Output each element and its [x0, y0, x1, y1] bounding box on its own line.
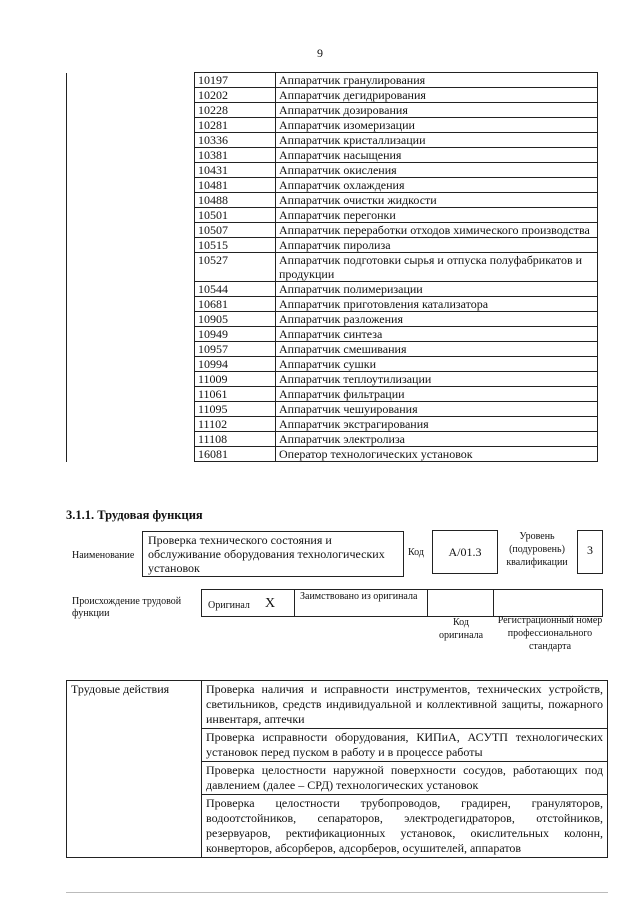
code-row [67, 73, 598, 88]
occupation-name: Аппаратчик сушки [276, 357, 598, 372]
origin-divider-1 [294, 589, 295, 617]
borrowed-label: Заимствовано из оригинала [300, 591, 418, 602]
code-row [67, 163, 598, 178]
occupation-code: 10381 [195, 148, 276, 163]
occupation-code: 11061 [195, 387, 276, 402]
occupation-code: 16081 [195, 447, 276, 462]
code-row [67, 312, 598, 327]
code-row [67, 193, 598, 208]
empty-cell [67, 357, 195, 372]
empty-cell [67, 297, 195, 312]
occupation-name: Аппаратчик разложения [276, 312, 598, 327]
empty-cell [67, 417, 195, 432]
occupation-name: Аппаратчик дегидрирования [276, 88, 598, 103]
occupation-name: Аппаратчик теплоутилизации [276, 372, 598, 387]
original-label: Оригинал [208, 600, 250, 611]
occupation-code: 10957 [195, 342, 276, 357]
section-title: 3.1.1. Трудовая функция [66, 508, 203, 522]
occupation-code: 10481 [195, 178, 276, 193]
code-label: Код [408, 547, 424, 558]
empty-cell [67, 372, 195, 387]
name-label: Наименование [72, 550, 135, 561]
function-code-box: A/01.3 [432, 530, 498, 574]
occupation-name: Аппаратчик фильтрации [276, 387, 598, 402]
empty-cell [67, 312, 195, 327]
empty-cell [67, 88, 195, 103]
occupation-code: 10336 [195, 133, 276, 148]
labor-actions-table [66, 680, 608, 858]
occupation-name: Аппаратчик перегонки [276, 208, 598, 223]
labor-action-item: Проверка целостности трубопроводов, градирен, грануляторов, водоотстойников, сепараторов, электродегидраторов, отстойников, резервуаров, ректификационных установок, окислительных колонн, конверторов, абсорберов, адсорберов, осушителей, аппаратов [202, 795, 608, 858]
code-row [67, 148, 598, 163]
occupation-code: 10228 [195, 103, 276, 118]
code-row [67, 297, 598, 312]
occupation-code: 10431 [195, 163, 276, 178]
occupation-code: 10527 [195, 253, 276, 282]
code-row [67, 133, 598, 148]
occupation-code: 11009 [195, 372, 276, 387]
code-row [67, 88, 598, 103]
occupation-code: 11095 [195, 402, 276, 417]
empty-cell [67, 118, 195, 133]
code-row [67, 342, 598, 357]
level-value-box: 3 [577, 530, 603, 574]
original-mark: X [265, 596, 276, 611]
level-label: Уровень (подуровень) квалификации [506, 531, 568, 568]
occupation-name: Аппаратчик окисления [276, 163, 598, 178]
empty-cell [67, 103, 195, 118]
empty-cell [67, 238, 195, 253]
labor-actions-header: Трудовые действия [67, 681, 202, 858]
empty-cell [67, 148, 195, 163]
occupation-code: 10681 [195, 297, 276, 312]
occupation-code: 10515 [195, 238, 276, 253]
occupation-name: Аппаратчик приготовления катализатора [276, 297, 598, 312]
empty-cell [67, 342, 195, 357]
occupation-code: 10197 [195, 73, 276, 88]
code-row [67, 357, 598, 372]
occupation-name: Аппаратчик охлаждения [276, 178, 598, 193]
empty-cell [67, 193, 195, 208]
occupation-name: Аппаратчик переработки отходов химического производства [276, 223, 598, 238]
occupation-code: 11102 [195, 417, 276, 432]
empty-cell [67, 178, 195, 193]
code-row [67, 208, 598, 223]
occupation-code: 10507 [195, 223, 276, 238]
labor-action-item: Проверка наличия и исправности инструментов, технических устройств, светильников, средств индивидуальной и коллективной защиты, пожарного инвентаря, аптечки [202, 681, 608, 729]
code-row [67, 372, 598, 387]
code-row [67, 223, 598, 238]
occupation-name: Аппаратчик дозирования [276, 103, 598, 118]
code-row [67, 238, 598, 253]
code-row [67, 118, 598, 133]
occupation-name: Аппаратчик полимеризации [276, 282, 598, 297]
empty-cell [67, 133, 195, 148]
origin-divider-2 [427, 589, 428, 617]
occupation-name: Аппаратчик кристаллизации [276, 133, 598, 148]
labor-action-item: Проверка целостности наружной поверхности сосудов, работающих под давлением (далее – СРД) технологических установок [202, 762, 608, 795]
occupation-code: 10905 [195, 312, 276, 327]
occupation-code: 10501 [195, 208, 276, 223]
occupation-code: 10544 [195, 282, 276, 297]
occupation-code: 10949 [195, 327, 276, 342]
occupation-name: Аппаратчик электролиза [276, 432, 598, 447]
occupation-name: Аппаратчик экстрагирования [276, 417, 598, 432]
occupation-code: 10281 [195, 118, 276, 133]
empty-cell [67, 223, 195, 238]
labor-action-item: Проверка исправности оборудования, КИПиА, АСУТП технологических установок перед пуском в работу и в процессе работы [202, 729, 608, 762]
occupation-name: Оператор технологических установок [276, 447, 598, 462]
empty-cell [67, 432, 195, 447]
code-caption: Код оригинала [438, 617, 484, 641]
empty-cell [67, 163, 195, 178]
code-row [67, 178, 598, 193]
occupation-name: Аппаратчик насыщения [276, 148, 598, 163]
code-row [67, 432, 598, 447]
bottom-rule [66, 892, 608, 893]
empty-cell [67, 327, 195, 342]
occupation-name: Аппаратчик подготовки сырья и отпуска полуфабрикатов и продукции [276, 253, 598, 282]
code-row [67, 402, 598, 417]
occupation-name: Аппаратчик смешивания [276, 342, 598, 357]
code-row [67, 387, 598, 402]
function-name-box: Проверка технического состояния и обслуживание оборудования технологических установок [142, 531, 404, 577]
code-row [67, 282, 598, 297]
occupation-code: 10202 [195, 88, 276, 103]
occupation-name: Аппаратчик изомеризации [276, 118, 598, 133]
origin-label: Происхождение трудовой функции [72, 596, 182, 619]
occupation-name: Аппаратчик гранулирования [276, 73, 598, 88]
empty-cell [67, 253, 195, 282]
code-row [67, 253, 598, 282]
page-number: 9 [317, 46, 323, 60]
empty-cell [67, 402, 195, 417]
occupation-name: Аппаратчик чешуирования [276, 402, 598, 417]
empty-cell [67, 208, 195, 223]
origin-divider-3 [493, 589, 494, 617]
empty-cell [67, 387, 195, 402]
empty-cell [67, 282, 195, 297]
code-row [67, 417, 598, 432]
occupation-name: Аппаратчик очистки жидкости [276, 193, 598, 208]
code-row [67, 327, 598, 342]
occupation-code: 11108 [195, 432, 276, 447]
code-row [67, 447, 598, 462]
code-row [67, 103, 598, 118]
reg-caption: Регистрационный номер профессионального стандарта [497, 615, 603, 652]
occupation-name: Аппаратчик синтеза [276, 327, 598, 342]
occupation-code: 10488 [195, 193, 276, 208]
occupation-code: 10994 [195, 357, 276, 372]
occupation-codes-table [66, 72, 598, 462]
occupation-name: Аппаратчик пиролиза [276, 238, 598, 253]
empty-cell [67, 447, 195, 462]
empty-cell [67, 73, 195, 88]
